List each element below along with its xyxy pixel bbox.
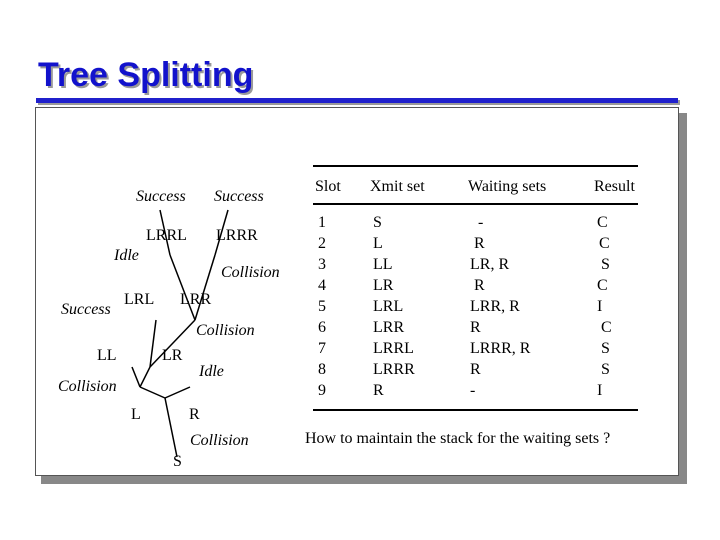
tree-edge-s-l [140,387,165,398]
waiting-cell: R [474,277,485,294]
result-cell: I [597,298,603,315]
tree-label-lrrr: LRRR [216,227,258,244]
tree-label-success-lrrl: Success [136,188,186,205]
tree-label-lr: LR [162,347,183,364]
xmit-cell: LRRR [373,361,415,378]
tree-edge-lrr-lrrl [170,255,195,320]
result-cell: S [601,256,610,273]
tree-label-idle-2: Idle [199,363,224,380]
tree-label-l: L [131,406,141,423]
waiting-cell: R [470,361,481,378]
tree-label-lrrl: LRRL [146,227,187,244]
slot-cell: 4 [318,277,326,294]
table-bottom-rule [313,409,638,411]
slot-cell: 7 [318,340,326,357]
waiting-cell: - [470,382,476,399]
tree-edge-lrr-lrrr [195,255,215,320]
tree-edge-l-lr [140,367,150,387]
xmit-cell: LRL [373,298,404,315]
xmit-cell: LRRL [373,340,414,357]
waiting-cell: R [470,319,481,336]
result-cell: C [601,319,612,336]
result-cell: S [601,340,610,357]
header-result: Result [594,178,635,195]
xmit-cell: R [373,382,384,399]
header-waiting-sets: Waiting sets [468,178,547,195]
column-waiting-sets [470,212,570,401]
stack-question: How to maintain the stack for the waiting sets ? [305,430,611,447]
tree-label-lrr: LRR [180,291,212,308]
header-xmit-set: Xmit set [370,178,425,195]
column-slot [318,212,338,401]
slot-cell: 8 [318,361,326,378]
slot-cell: 3 [318,256,326,273]
slot-cell: 1 [318,214,326,231]
tree-label-lrl: LRL [124,291,155,308]
column-result [597,212,627,401]
waiting-cell: LR, R [470,256,510,273]
xmit-cell: S [373,214,382,231]
table-top-rule [313,165,638,167]
waiting-cell: - [478,214,484,231]
waiting-cell: LRRR, R [470,340,531,357]
waiting-cell: LRR, R [470,298,520,315]
tree-edge-root [165,398,177,457]
tree-edge-s-r [165,387,190,398]
waiting-cell: R [474,235,485,252]
xmit-cell: LL [373,256,393,273]
slot-cell: 5 [318,298,326,315]
xmit-cell: L [373,235,383,252]
result-cell: I [597,382,603,399]
result-cell: C [597,214,608,231]
tree-label-success-lrl: Success [61,301,111,318]
xmit-cell: LR [373,277,394,294]
result-cell: C [599,235,610,252]
result-cell: S [601,361,610,378]
slot-cell: 9 [318,382,326,399]
tree-label-collision-4: Collision [190,432,249,449]
slot-cell: 6 [318,319,326,336]
table-header-rule [313,203,638,205]
header-slot: Slot [315,178,341,195]
column-xmit-set [373,212,443,401]
page-title: Tree Splitting [38,56,254,94]
tree-label-collision-3: Collision [58,378,117,395]
tree-label-s: S [173,453,182,470]
slot-cell: 2 [318,235,326,252]
tree-label-success-lrrr: Success [214,188,264,205]
tree-edge-lr-lrl [150,320,156,367]
tree-label-ll: LL [97,347,117,364]
tree-label-r: R [189,406,200,423]
xmit-cell: LRR [373,319,405,336]
tree-label-idle-1: Idle [114,247,139,264]
tree-label-collision-1: Collision [221,264,280,281]
tree-edge-l-ll [132,367,140,387]
result-cell: C [597,277,608,294]
tree-label-collision-2: Collision [196,322,255,339]
